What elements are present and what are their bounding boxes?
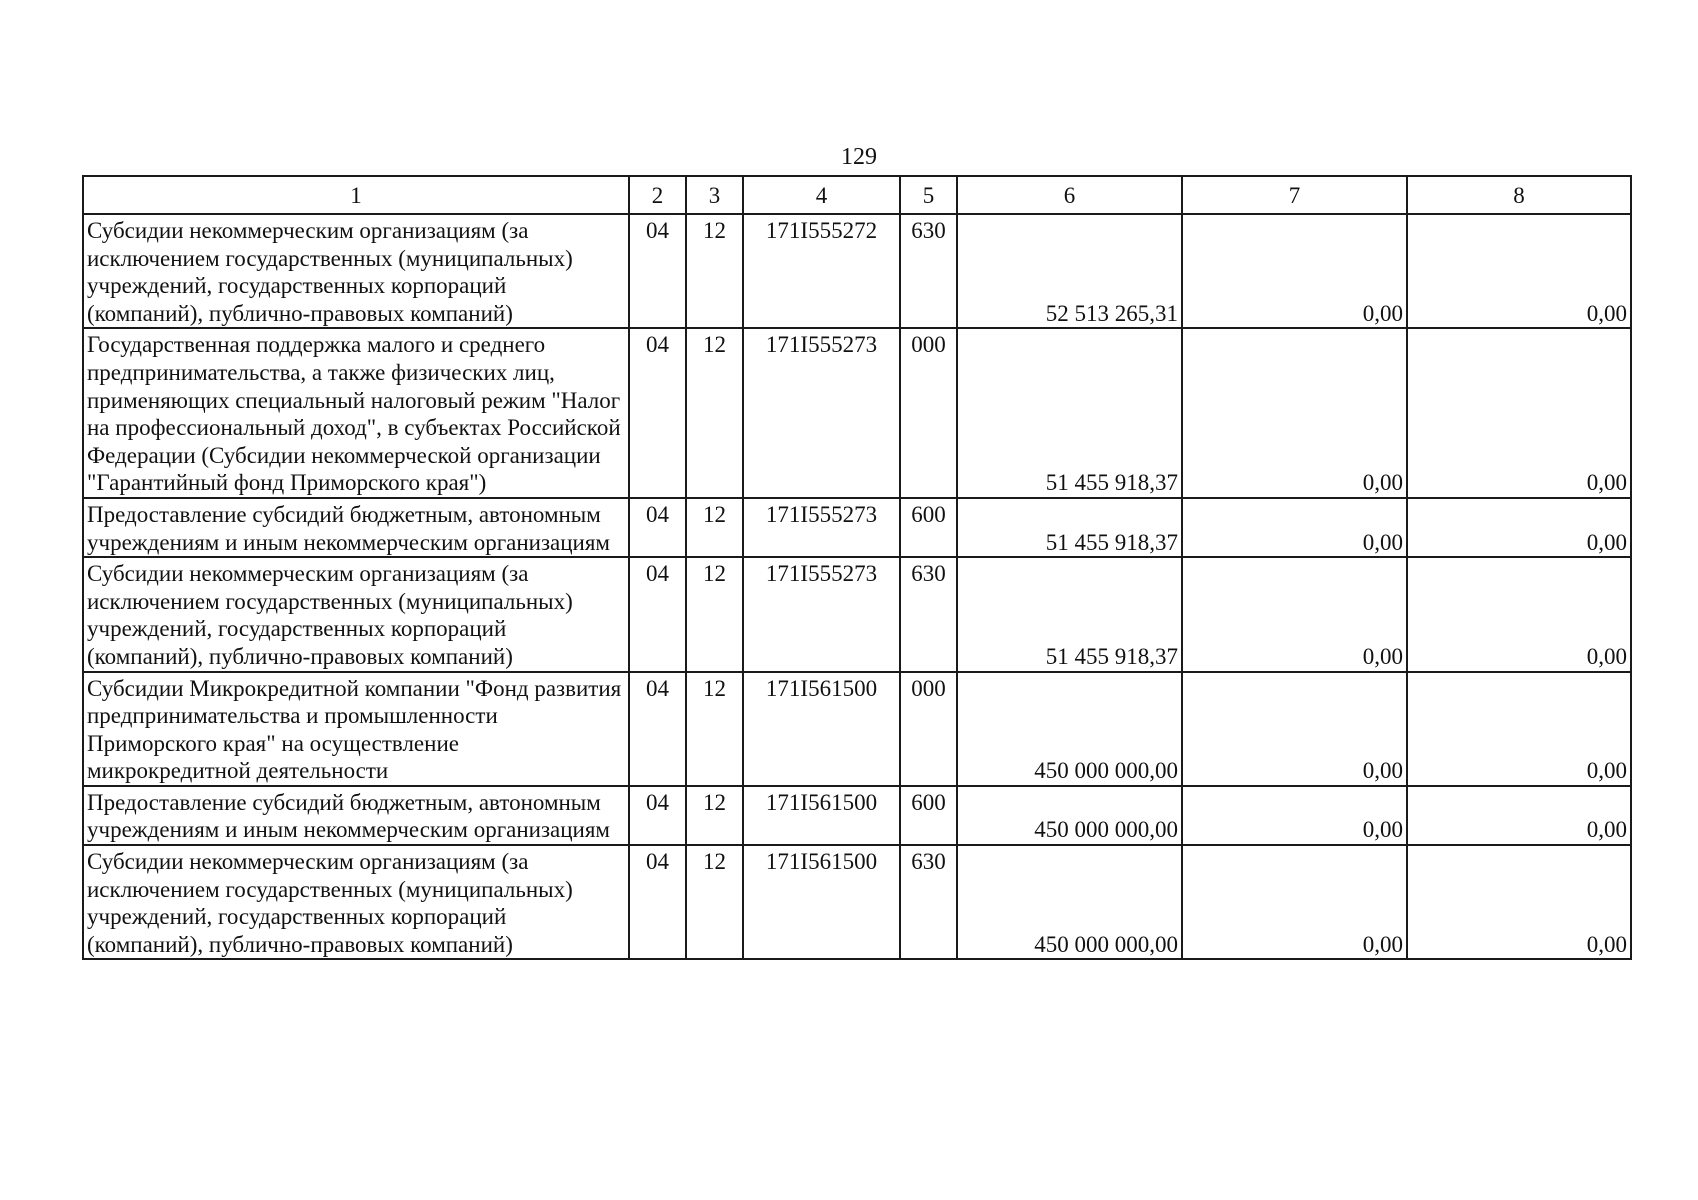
- row-subsection-code: 12: [686, 845, 743, 959]
- row-amount-col6: 450 000 000,00: [957, 672, 1182, 786]
- row-expense-type-code: 600: [900, 498, 957, 557]
- row-expense-type-code: 000: [900, 328, 957, 498]
- row-target-code: 171I561500: [743, 786, 900, 845]
- row-section-code: 04: [629, 557, 686, 671]
- row-amount-col6: 51 455 918,37: [957, 328, 1182, 498]
- row-amount-col8: 0,00: [1407, 672, 1631, 786]
- row-amount-col7: 0,00: [1182, 672, 1407, 786]
- row-amount-col7: 0,00: [1182, 498, 1407, 557]
- table-row: [83, 557, 1631, 671]
- column-header: 7: [1182, 176, 1407, 214]
- row-expense-type-code: 600: [900, 786, 957, 845]
- row-expense-type-code: 000: [900, 672, 957, 786]
- row-amount-col8: 0,00: [1407, 557, 1631, 671]
- row-target-code: 171I561500: [743, 672, 900, 786]
- row-name: Субсидии Микрокредитной компании "Фонд развития предпринимательства и промышленности Приморского края" на осуществление микрокредитной деятельности: [83, 672, 629, 786]
- column-header: 5: [900, 176, 957, 214]
- row-subsection-code: 12: [686, 498, 743, 557]
- row-amount-col8: 0,00: [1407, 786, 1631, 845]
- row-amount-col6: 450 000 000,00: [957, 786, 1182, 845]
- row-expense-type-code: 630: [900, 214, 957, 328]
- table-row: [83, 786, 1631, 845]
- row-target-code: 171I555273: [743, 498, 900, 557]
- row-amount-col6: 51 455 918,37: [957, 557, 1182, 671]
- row-name: Субсидии некоммерческим организациям (за исключением государственных (муниципальных) учреждений, государственных корпораций (компаний), публично-правовых компаний): [83, 557, 629, 671]
- table-row: [83, 328, 1631, 498]
- row-amount-col6: 51 455 918,37: [957, 498, 1182, 557]
- table-body: [83, 214, 1631, 959]
- row-target-code: 171I561500: [743, 845, 900, 959]
- row-amount-col8: 0,00: [1407, 214, 1631, 328]
- row-section-code: 04: [629, 845, 686, 959]
- column-header: 6: [957, 176, 1182, 214]
- row-subsection-code: 12: [686, 214, 743, 328]
- table-row: [83, 845, 1631, 959]
- column-header: 1: [83, 176, 629, 214]
- row-subsection-code: 12: [686, 672, 743, 786]
- row-subsection-code: 12: [686, 328, 743, 498]
- row-target-code: 171I555273: [743, 328, 900, 498]
- row-expense-type-code: 630: [900, 557, 957, 671]
- row-amount-col7: 0,00: [1182, 214, 1407, 328]
- column-header: 8: [1407, 176, 1631, 214]
- table-row: [83, 672, 1631, 786]
- page-number: 129: [841, 144, 877, 170]
- row-target-code: 171I555272: [743, 214, 900, 328]
- row-name: Субсидии некоммерческим организациям (за исключением государственных (муниципальных) учреждений, государственных корпораций (компаний), публично-правовых компаний): [83, 845, 629, 959]
- row-section-code: 04: [629, 498, 686, 557]
- row-section-code: 04: [629, 672, 686, 786]
- row-amount-col7: 0,00: [1182, 557, 1407, 671]
- row-amount-col7: 0,00: [1182, 328, 1407, 498]
- row-name: Государственная поддержка малого и среднего предпринимательства, а также физических лиц, применяющих специальный налоговый режим "Налог на профессиональный доход", в субъектах Российской Федерации (Субсидии некоммерческой организации "Гарантийный фонд Приморского края"): [83, 328, 629, 498]
- row-amount-col6: 52 513 265,31: [957, 214, 1182, 328]
- header-row: [83, 176, 1631, 214]
- row-name: Предоставление субсидий бюджетным, автономным учреждениям и иным некоммерческим организациям: [83, 498, 629, 557]
- column-header: 3: [686, 176, 743, 214]
- row-amount-col8: 0,00: [1407, 845, 1631, 959]
- table-row: [83, 214, 1631, 328]
- row-subsection-code: 12: [686, 557, 743, 671]
- budget-table: [82, 175, 1632, 960]
- row-amount-col7: 0,00: [1182, 845, 1407, 959]
- row-section-code: 04: [629, 214, 686, 328]
- row-amount-col7: 0,00: [1182, 786, 1407, 845]
- table-row: [83, 498, 1631, 557]
- row-name: Субсидии некоммерческим организациям (за исключением государственных (муниципальных) учреждений, государственных корпораций (компаний), публично-правовых компаний): [83, 214, 629, 328]
- row-expense-type-code: 630: [900, 845, 957, 959]
- row-amount-col6: 450 000 000,00: [957, 845, 1182, 959]
- row-name: Предоставление субсидий бюджетным, автономным учреждениям и иным некоммерческим организациям: [83, 786, 629, 845]
- column-header: 4: [743, 176, 900, 214]
- row-amount-col8: 0,00: [1407, 328, 1631, 498]
- row-section-code: 04: [629, 786, 686, 845]
- column-header: 2: [629, 176, 686, 214]
- row-subsection-code: 12: [686, 786, 743, 845]
- row-target-code: 171I555273: [743, 557, 900, 671]
- table-header: [83, 176, 1631, 214]
- row-amount-col8: 0,00: [1407, 498, 1631, 557]
- row-section-code: 04: [629, 328, 686, 498]
